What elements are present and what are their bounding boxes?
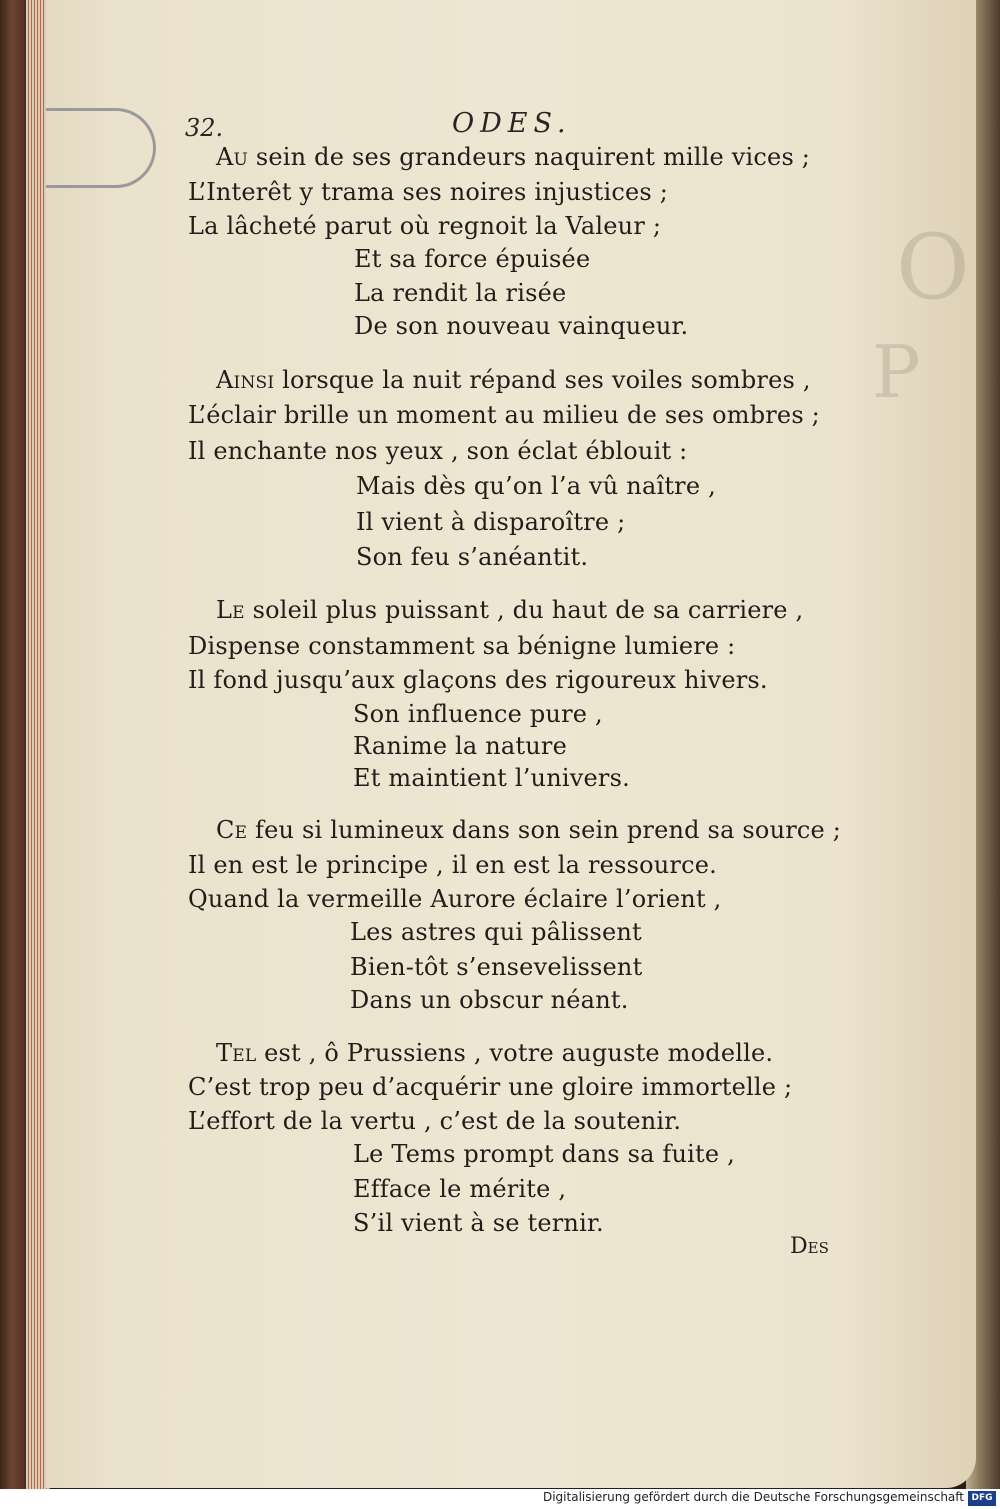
verse-line: Le soleil plus puissant , du haut de sa carriere , — [216, 596, 804, 624]
verse-line: Il vient à disparoître ; — [356, 508, 626, 536]
verse-line: L’effort de la vertu , c’est de la soutenir. — [188, 1107, 682, 1135]
verse-line: Au sein de ses grandeurs naquirent mille vices ; — [216, 143, 811, 171]
dfg-logo-icon: DFG — [968, 1491, 996, 1506]
verse-line: Il fond jusqu’aux glaçons des rigoureux hivers. — [188, 666, 768, 694]
footer-bar — [0, 1489, 1000, 1509]
running-title: ODES. — [452, 108, 572, 139]
verse-line: Les astres qui pâlissent — [350, 918, 642, 946]
verse-line: Il en est le principe , il en est la ressource. — [188, 851, 717, 879]
verse-line: Son influence pure , — [353, 700, 603, 728]
verse-line: Dans un obscur néant. — [350, 986, 629, 1014]
page-header — [0, 108, 1000, 148]
verse-line: S’il vient à se ternir. — [353, 1209, 604, 1237]
verse-line: Ainsi lorsque la nuit répand ses voiles sombres , — [216, 366, 811, 394]
funding-credit: Digitalisierung gefördert durch die Deutsche Forschungsgemeinschaft — [542, 1490, 964, 1504]
verse-line: Dispense constamment sa bénigne lumiere : — [188, 632, 736, 660]
verse-line: Bien-tôt s’ensevelissent — [350, 953, 643, 981]
verse-line: La rendit la risée — [354, 279, 567, 307]
verse-line: L’Interêt y trama ses noires injustices ; — [188, 178, 669, 206]
verse-line: Et sa force épuisée — [354, 245, 591, 273]
verse-line: Il enchante nos yeux , son éclat éblouit : — [188, 437, 688, 465]
catchword: Des — [790, 1234, 829, 1259]
verse-line: Efface le mérite , — [353, 1175, 567, 1203]
verse-line: Et maintient l’univers. — [353, 764, 630, 792]
verse-line: Tel est , ô Prussiens , votre auguste modelle. — [216, 1039, 774, 1067]
verse-line: Ce feu si lumineux dans son sein prend sa source ; — [216, 816, 842, 844]
verse-line: C’est trop peu d’acquérir une gloire immortelle ; — [188, 1073, 793, 1101]
verse-line: Son feu s’anéantit. — [356, 543, 589, 571]
verse-line: Le Tems prompt dans sa fuite , — [353, 1140, 735, 1168]
verse-line: Ranime la nature — [353, 732, 568, 760]
verse-line: La lâcheté parut où regnoit la Valeur ; — [188, 212, 662, 240]
verse-line: Quand la vermeille Aurore éclaire l’orient , — [188, 885, 722, 913]
page-number: 32. — [185, 114, 224, 142]
show-through-initial: P — [872, 330, 921, 414]
show-through-text: O — [896, 215, 978, 320]
verse-line: Mais dès qu’on l’a vû naître , — [356, 472, 716, 500]
verse-line: De son nouveau vainqueur. — [354, 312, 689, 340]
verse-line: L’éclair brille un moment au milieu de ses ombres ; — [188, 401, 820, 429]
